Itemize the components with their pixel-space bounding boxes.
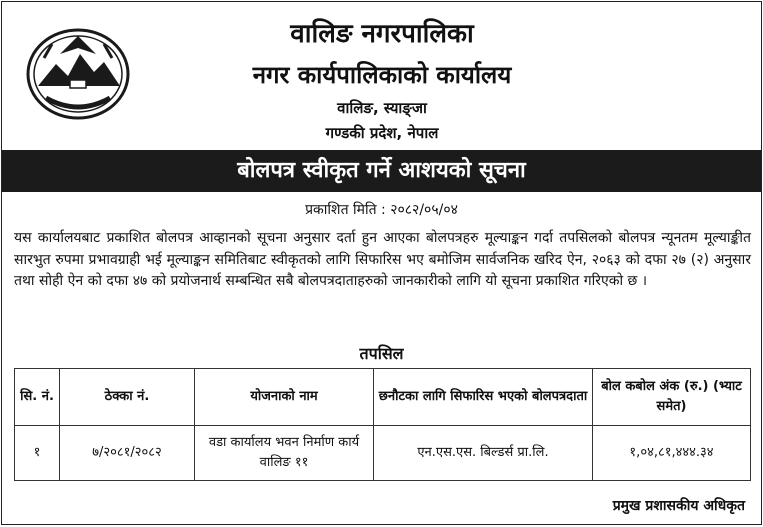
table-heading: तपसिल	[359, 344, 404, 363]
table-row	[15, 426, 751, 481]
col-contract-no: ठेक्का नं.	[60, 369, 195, 426]
office-name: नगर कार्यपालिकाको कार्यालय	[252, 61, 512, 89]
office-location: वालिङ, स्याङ्जा	[337, 99, 427, 117]
cell-contract-no: ७/२०८१/२०८२	[60, 426, 195, 481]
cell-bid-amount: १,०४,८१,४४४.३४	[593, 426, 751, 481]
notice-title: बोलपत्र स्वीकृत गर्ने आशयको सूचना	[2, 150, 761, 192]
notice-body: यस कार्यालयबाट प्रकाशित बोलपत्र आव्हानको सूचना अनुसार दर्ता हुन आएका बोलपत्रहरु मूल्याङ्कन गर्दा तपसिलको बोलपत्र न्यूनतम मूल्याङ्कीत सारभुत रुपमा प्रभावग्राही भई मूल्याङ्कन समितिबाट स्वीकृतको लागि सिफारिस भए बमोजिम सार्वजनिक खरिद ऐन, २०६३ को दफा २७ (२) अनुसार तथा सोही ऐन को दफा ४७ को प्रयोजनार्थ सम्बन्धित सबै बोलपत्रदाताहरुको जानकारीको लागि यो सूचना प्रकाशित गरिएको छ ।	[14, 230, 751, 289]
col-serial: सि. नं.	[15, 369, 60, 426]
municipality-name: वालिङ नगरपालिका	[290, 19, 474, 49]
province-country: गण्डकी प्रदेश, नेपाल	[325, 124, 439, 142]
col-project-name: योजनाको नाम	[195, 369, 374, 426]
details-table	[14, 368, 751, 481]
cell-serial: १	[15, 426, 60, 481]
signature-designation: प्रमुख प्रशासकीय अधिकृत	[612, 498, 745, 514]
col-bid-amount: बोल कबोल अंक (रु.) (भ्याट समेत)	[593, 369, 751, 426]
notice-page	[1, 1, 762, 525]
published-date: प्रकाशित मिति : २०८२/०५/०४	[305, 202, 458, 218]
letterhead	[2, 2, 761, 150]
cell-project-name: वडा कार्यालय भवन निर्माण कार्य वालिङ ११	[195, 426, 374, 481]
table-header-row	[15, 369, 751, 426]
cell-bidder: एन.एस.एस. बिल्डर्स प्रा.लि.	[374, 426, 593, 481]
col-recommended-bidder: छनौटका लागि सिफारिस भएको बोलपत्रदाता	[374, 369, 593, 426]
